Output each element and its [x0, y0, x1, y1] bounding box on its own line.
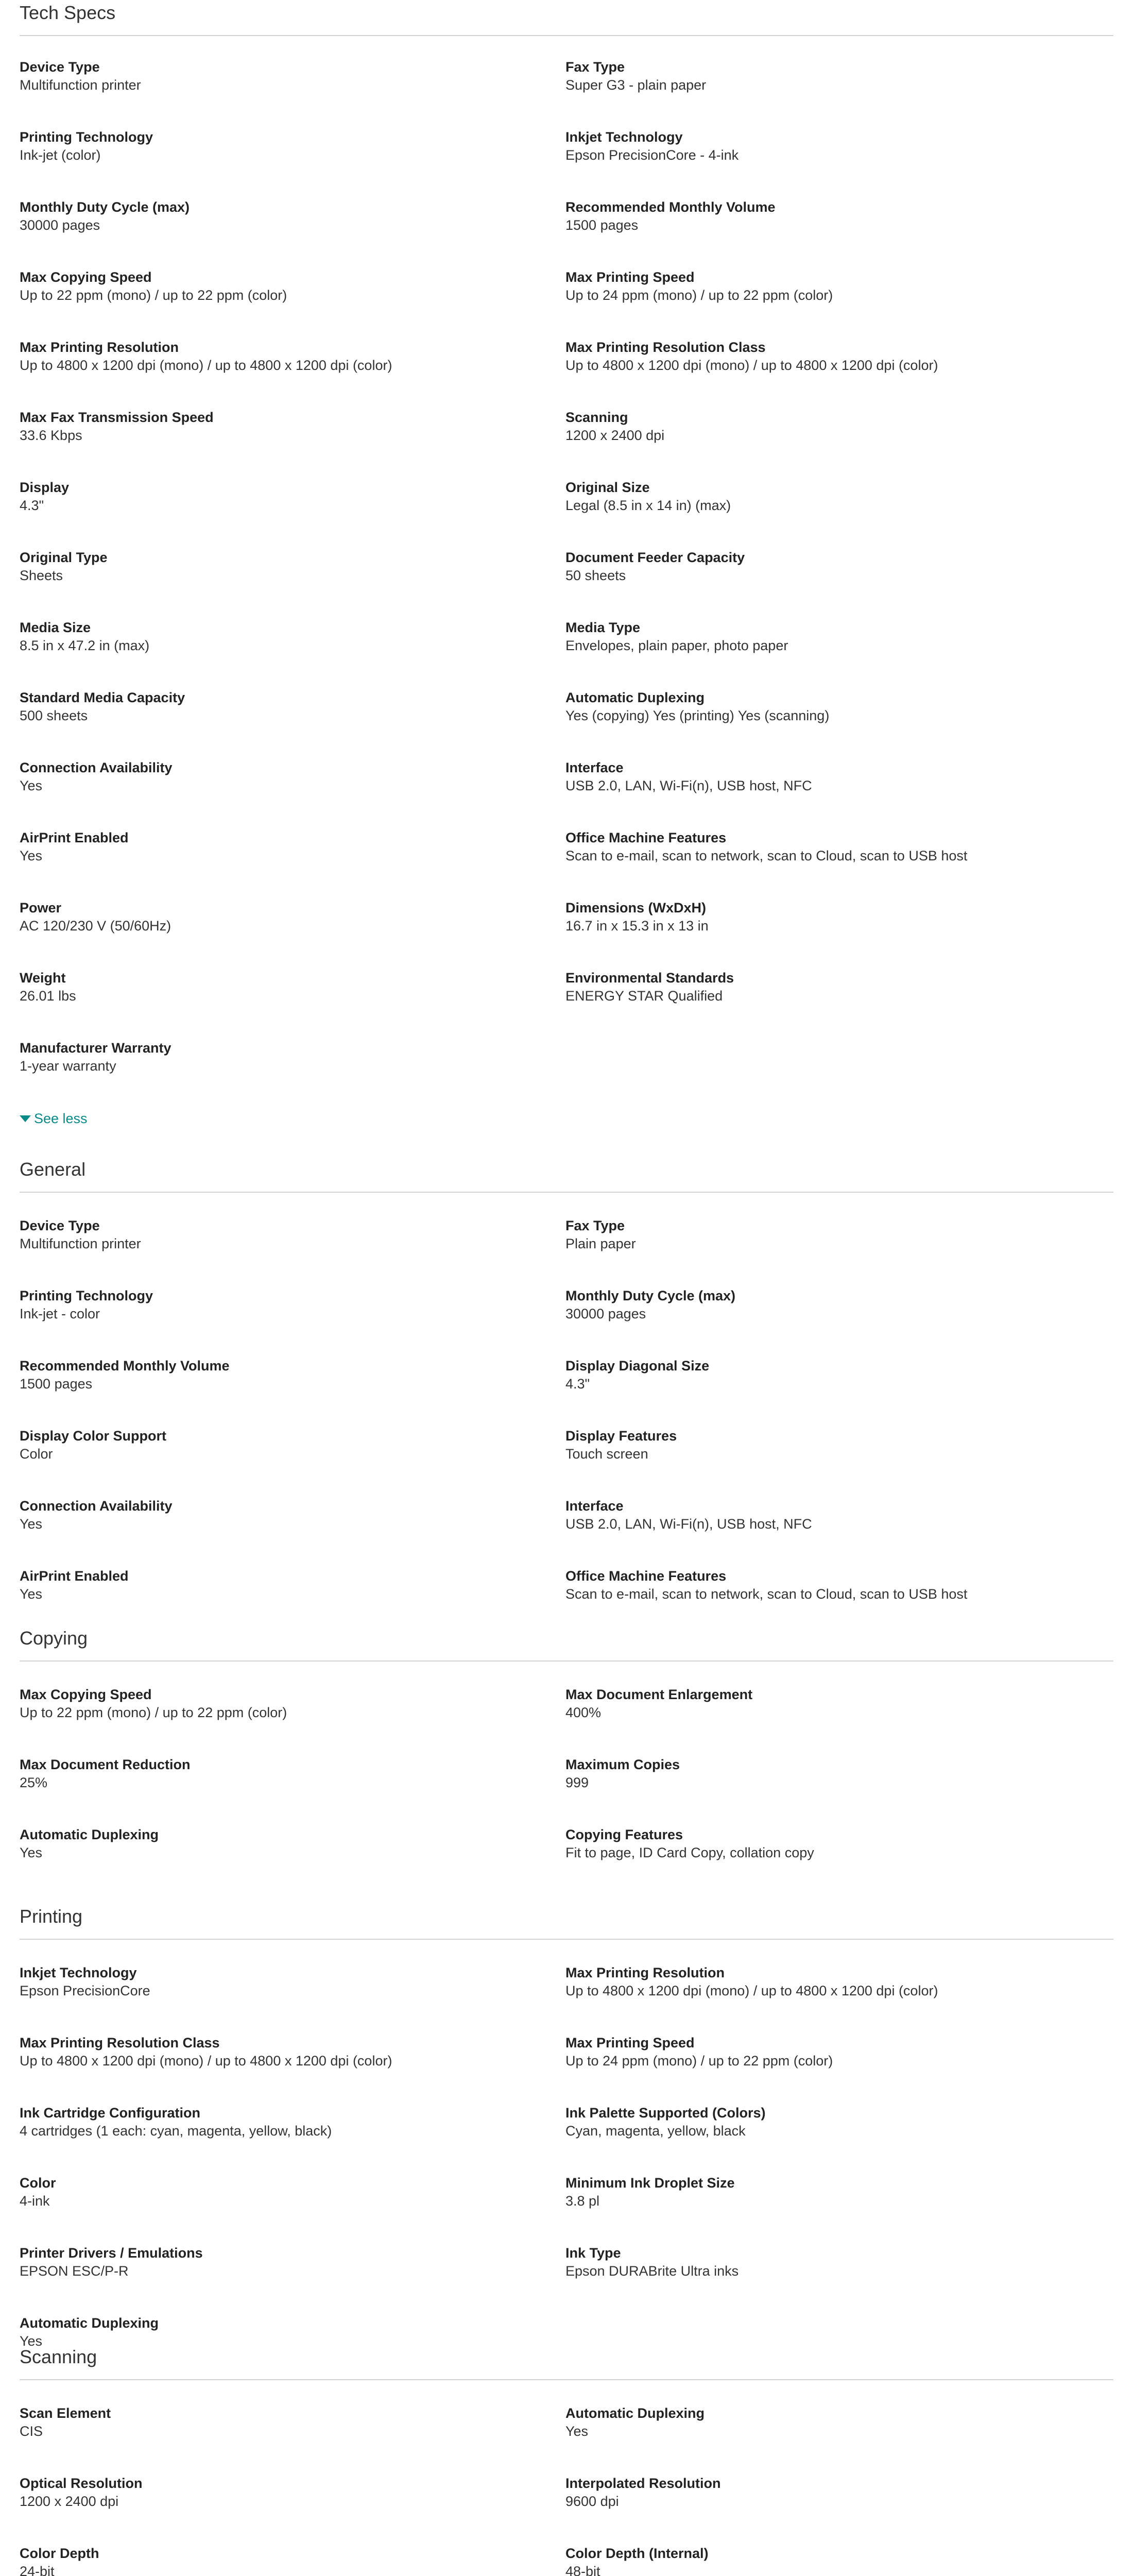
spec-item	[20, 1357, 565, 1427]
spec-value: 4-ink	[20, 2193, 50, 2209]
spec-value: Ink-jet - color	[20, 1306, 100, 1321]
spec-item	[20, 1755, 565, 1825]
spec-label: Max Document Reduction	[20, 1757, 191, 1772]
spec-label: Scan Element	[20, 2405, 111, 2421]
spec-label: Max Printing Resolution	[565, 1965, 725, 1980]
spec-item	[20, 1497, 565, 1567]
spec-item	[565, 1685, 1111, 1755]
spec-item	[565, 899, 1111, 969]
spec-value: Up to 4800 x 1200 dpi (mono) / up to 4800 x 1200 dpi (color)	[20, 358, 392, 373]
spec-item	[565, 1357, 1111, 1427]
spec-grid	[20, 1685, 1113, 1895]
spec-label: Ink Palette Supported (Colors)	[565, 2105, 766, 2121]
spec-label: Weight	[20, 970, 66, 986]
spec-value: USB 2.0, LAN, Wi-Fi(n), USB host, NFC	[565, 778, 812, 793]
spec-grid	[20, 58, 1113, 1109]
spec-value: 999	[565, 1775, 589, 1790]
spec-value: Up to 24 ppm (mono) / up to 22 ppm (color)	[565, 2053, 833, 2069]
spec-value: Up to 22 ppm (mono) / up to 22 ppm (color)	[20, 1705, 287, 1720]
see-less-button[interactable]	[20, 1111, 88, 1127]
spec-value: 24-bit	[20, 2564, 55, 2576]
spec-item	[565, 1216, 1111, 1286]
spec-label: Display	[20, 480, 70, 495]
spec-label: Environmental Standards	[565, 970, 734, 986]
spec-label: Max Document Enlargement	[565, 1687, 753, 1702]
spec-item	[20, 408, 565, 478]
spec-label: Monthly Duty Cycle (max)	[565, 1288, 736, 1303]
spec-value: Scan to e-mail, scan to network, scan to Cloud, scan to USB host	[565, 848, 968, 863]
spec-value: Yes	[20, 2333, 43, 2349]
spec-value: Yes	[565, 2424, 589, 2439]
spec-label: Media Size	[20, 620, 91, 635]
section-title: Tech Specs	[20, 2, 116, 23]
spec-value: Yes	[20, 848, 43, 863]
spec-value: 3.8 pl	[565, 2193, 600, 2209]
spec-section	[20, 2344, 1113, 2576]
spec-item	[565, 969, 1111, 1039]
spec-label: Fax Type	[565, 59, 625, 75]
spec-label: Automatic Duplexing	[565, 2405, 705, 2421]
spec-value: Yes	[20, 1586, 43, 1602]
spec-value: 16.7 in x 15.3 in x 13 in	[565, 918, 709, 934]
spec-item	[565, 548, 1111, 618]
spec-value: Color	[20, 1446, 53, 1462]
spec-label: Manufacturer Warranty	[20, 1040, 171, 1056]
spec-item	[565, 2244, 1111, 2314]
spec-value: ENERGY STAR Qualified	[565, 988, 723, 1004]
spec-value: Yes	[20, 1516, 43, 1532]
spec-value: Up to 4800 x 1200 dpi (mono) / up to 4800 x 1200 dpi (color)	[20, 2053, 392, 2069]
spec-label: Automatic Duplexing	[20, 1827, 159, 1842]
caret-down-icon	[20, 1115, 31, 1122]
spec-value: 8.5 in x 47.2 in (max)	[20, 638, 150, 653]
spec-grid	[20, 1963, 1113, 2384]
spec-item	[20, 1427, 565, 1497]
spec-label: Media Type	[565, 620, 641, 635]
spec-item	[20, 128, 565, 198]
spec-label: Max Printing Speed	[565, 269, 695, 285]
spec-label: Monthly Duty Cycle (max)	[20, 199, 190, 215]
spec-value: Sheets	[20, 568, 63, 583]
spec-value: 400%	[565, 1705, 602, 1720]
spec-label: Inkjet Technology	[20, 1965, 137, 1980]
spec-label: AirPrint Enabled	[20, 1568, 129, 1584]
tech-specs-section	[20, 0, 1113, 1147]
spec-value: 1200 x 2400 dpi	[565, 428, 665, 443]
spec-value: Up to 24 ppm (mono) / up to 22 ppm (color)	[565, 287, 833, 303]
spec-item	[20, 2544, 565, 2576]
spec-value: Multifunction printer	[20, 77, 141, 93]
spec-value: 50 sheets	[565, 568, 626, 583]
spec-label: Connection Availability	[20, 760, 173, 775]
spec-item	[565, 2033, 1111, 2104]
spec-item	[20, 1286, 565, 1357]
spec-value: Yes (copying) Yes (printing) Yes (scanning)	[565, 708, 830, 723]
spec-item	[20, 198, 565, 268]
spec-value: 25%	[20, 1775, 48, 1790]
spec-grid	[20, 2404, 1113, 2576]
spec-label: Recommended Monthly Volume	[565, 199, 776, 215]
spec-label: Dimensions (WxDxH)	[565, 900, 707, 916]
spec-item	[565, 1286, 1111, 1357]
spec-label: Max Printing Resolution Class	[20, 2035, 220, 2050]
spec-value: Epson PrecisionCore	[20, 1983, 150, 1998]
spec-label: Device Type	[20, 1218, 100, 1233]
spec-label: AirPrint Enabled	[20, 830, 129, 845]
spec-label: Inkjet Technology	[565, 129, 683, 145]
spec-item	[20, 2174, 565, 2244]
spec-label: Copying Features	[565, 1827, 683, 1842]
section-title: Copying	[20, 1628, 88, 1649]
see-less-label: See less	[34, 1111, 88, 1126]
spec-value: 9600 dpi	[565, 2494, 619, 2509]
spec-value: Up to 4800 x 1200 dpi (mono) / up to 4800 x 1200 dpi (color)	[565, 358, 938, 373]
spec-value: Fit to page, ID Card Copy, collation copy	[565, 1845, 814, 1860]
spec-label: Interpolated Resolution	[565, 2476, 721, 2491]
spec-item	[565, 758, 1111, 828]
section-divider	[20, 1192, 1113, 1193]
spec-item	[565, 128, 1111, 198]
spec-value: 33.6 Kbps	[20, 428, 82, 443]
spec-value: 30000 pages	[20, 217, 100, 233]
spec-item	[565, 2474, 1111, 2544]
spec-item	[20, 478, 565, 548]
spec-value: 4 cartridges (1 each: cyan, magenta, yellow, black)	[20, 2123, 332, 2139]
spec-label: Max Copying Speed	[20, 269, 152, 285]
spec-value: Legal (8.5 in x 14 in) (max)	[565, 498, 731, 513]
spec-item	[20, 618, 565, 688]
spec-value: USB 2.0, LAN, Wi-Fi(n), USB host, NFC	[565, 1516, 812, 1532]
spec-item	[565, 1497, 1111, 1567]
spec-label: Max Printing Speed	[565, 2035, 695, 2050]
spec-label: Interface	[565, 1498, 624, 1514]
spec-value: Envelopes, plain paper, photo paper	[565, 638, 788, 653]
spec-label: Minimum Ink Droplet Size	[565, 2175, 735, 2191]
spec-value: CIS	[20, 2424, 43, 2439]
spec-label: Automatic Duplexing	[565, 690, 705, 705]
spec-item	[20, 1685, 565, 1755]
spec-label: Optical Resolution	[20, 2476, 143, 2491]
spec-value: 1200 x 2400 dpi	[20, 2494, 119, 2509]
section-divider	[20, 2379, 1113, 2380]
spec-label: Interface	[565, 760, 624, 775]
spec-item	[20, 1216, 565, 1286]
spec-label: Max Printing Resolution Class	[565, 340, 766, 355]
spec-item	[565, 1427, 1111, 1497]
spec-item	[20, 1825, 565, 1895]
spec-value: Ink-jet (color)	[20, 147, 101, 163]
spec-item	[20, 758, 565, 828]
spec-label: Power	[20, 900, 62, 916]
spec-item	[20, 688, 565, 758]
spec-section	[20, 1157, 1113, 1637]
spec-value: Multifunction printer	[20, 1236, 141, 1251]
spec-value: 30000 pages	[565, 1306, 646, 1321]
spec-label: Max Copying Speed	[20, 1687, 152, 1702]
spec-label: Color Depth (Internal)	[565, 2546, 709, 2561]
section-divider	[20, 35, 1113, 36]
spec-item	[565, 1963, 1111, 2033]
spec-item	[20, 899, 565, 969]
spec-item	[565, 1825, 1111, 1895]
spec-item	[565, 268, 1111, 338]
spec-label: Max Printing Resolution	[20, 340, 179, 355]
spec-section	[20, 1625, 1113, 1895]
spec-value: 1500 pages	[20, 1376, 93, 1392]
spec-item	[20, 2244, 565, 2314]
spec-item	[565, 2104, 1111, 2174]
spec-label: Maximum Copies	[565, 1757, 680, 1772]
spec-item	[565, 688, 1111, 758]
spec-label: Display Color Support	[20, 1428, 167, 1444]
spec-item	[20, 268, 565, 338]
spec-value: Yes	[20, 1845, 43, 1860]
spec-item	[20, 58, 565, 128]
spec-item	[20, 969, 565, 1039]
spec-item	[565, 58, 1111, 128]
spec-value: Super G3 - plain paper	[565, 77, 707, 93]
spec-value: 4.3"	[20, 498, 44, 513]
spec-value: 500 sheets	[20, 708, 88, 723]
spec-value: Plain paper	[565, 1236, 636, 1251]
spec-label: Printing Technology	[20, 1288, 153, 1303]
spec-item	[565, 2404, 1111, 2474]
spec-value: 1500 pages	[565, 217, 639, 233]
spec-section	[20, 1904, 1113, 2384]
spec-item	[20, 828, 565, 899]
spec-value: Epson PrecisionCore - 4-ink	[565, 147, 739, 163]
spec-label: Fax Type	[565, 1218, 625, 1233]
spec-item	[565, 2174, 1111, 2244]
spec-label: Original Type	[20, 550, 108, 565]
spec-value: Epson DURABrite Ultra inks	[565, 2263, 739, 2279]
spec-label: Printing Technology	[20, 129, 153, 145]
spec-item	[565, 828, 1111, 899]
spec-label: Display Features	[565, 1428, 677, 1444]
section-title: Printing	[20, 1906, 83, 1927]
spec-value: Scan to e-mail, scan to network, scan to Cloud, scan to USB host	[565, 1586, 968, 1602]
section-title: Scanning	[20, 2346, 97, 2367]
spec-item	[20, 2474, 565, 2544]
spec-label: Scanning	[565, 410, 628, 425]
spec-label: Standard Media Capacity	[20, 690, 185, 705]
spec-label: Color Depth	[20, 2546, 99, 2561]
spec-label: Max Fax Transmission Speed	[20, 410, 214, 425]
spec-value: 48-bit	[565, 2564, 600, 2576]
section-divider	[20, 1939, 1113, 1940]
spec-value: AC 120/230 V (50/60Hz)	[20, 918, 171, 934]
spec-label: Device Type	[20, 59, 100, 75]
spec-value: Touch screen	[565, 1446, 648, 1462]
spec-label: Office Machine Features	[565, 830, 727, 845]
spec-item	[20, 2404, 565, 2474]
spec-item	[565, 1755, 1111, 1825]
spec-item	[565, 408, 1111, 478]
spec-item	[20, 548, 565, 618]
spec-item	[565, 618, 1111, 688]
spec-item	[20, 2033, 565, 2104]
spec-label: Document Feeder Capacity	[565, 550, 745, 565]
spec-item	[20, 338, 565, 408]
spec-value: 26.01 lbs	[20, 988, 76, 1004]
spec-label: Original Size	[565, 480, 650, 495]
spec-item	[20, 2104, 565, 2174]
spec-label: Office Machine Features	[565, 1568, 727, 1584]
spec-label: Printer Drivers / Emulations	[20, 2245, 203, 2261]
spec-label: Ink Cartridge Configuration	[20, 2105, 200, 2121]
spec-grid	[20, 1216, 1113, 1637]
spec-label: Display Diagonal Size	[565, 1358, 710, 1374]
spec-value: Cyan, magenta, yellow, black	[565, 2123, 746, 2139]
spec-value: EPSON ESC/P-R	[20, 2263, 129, 2279]
spec-value: Up to 4800 x 1200 dpi (mono) / up to 4800 x 1200 dpi (color)	[565, 1983, 938, 1998]
spec-item	[565, 338, 1111, 408]
spec-value: Yes	[20, 778, 43, 793]
spec-value: 1-year warranty	[20, 1058, 116, 1074]
spec-item	[565, 2544, 1111, 2576]
spec-item	[20, 1963, 565, 2033]
section-title: General	[20, 1159, 86, 1180]
spec-label: Connection Availability	[20, 1498, 173, 1514]
spec-label: Recommended Monthly Volume	[20, 1358, 230, 1374]
spec-item	[565, 478, 1111, 548]
spec-value: Up to 22 ppm (mono) / up to 22 ppm (color)	[20, 287, 287, 303]
spec-item	[565, 198, 1111, 268]
spec-value: 4.3"	[565, 1376, 590, 1392]
spec-item	[20, 1039, 565, 1109]
spec-label: Color	[20, 2175, 56, 2191]
spec-label: Ink Type	[565, 2245, 621, 2261]
spec-label: Automatic Duplexing	[20, 2315, 159, 2331]
section-divider	[20, 1660, 1113, 1662]
